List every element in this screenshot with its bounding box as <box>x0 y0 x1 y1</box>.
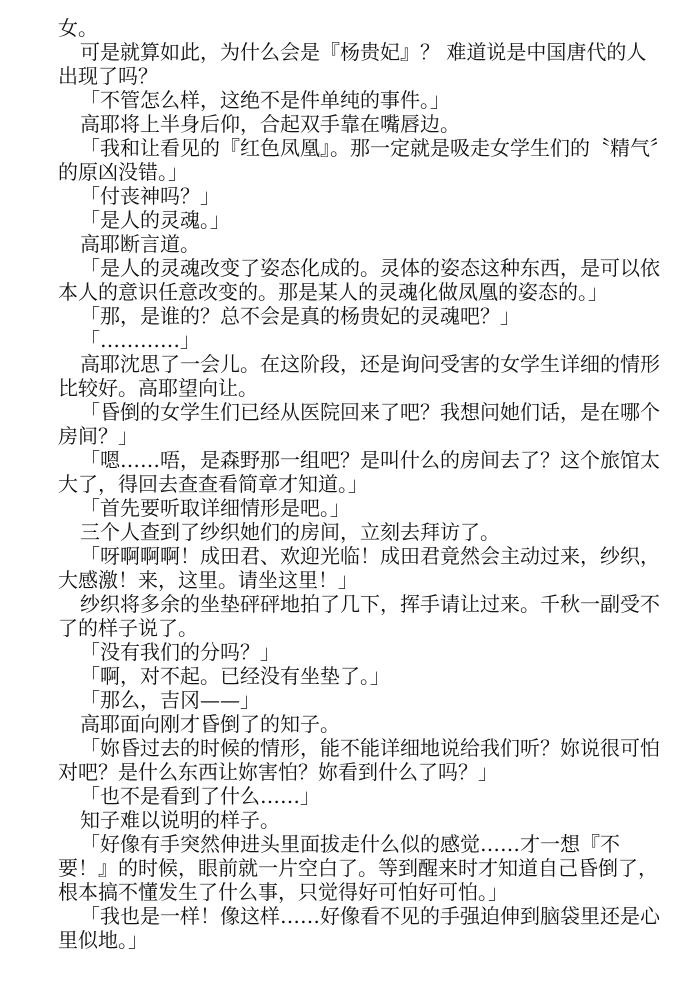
paragraph: 「不管怎么样，这绝不是件单纯的事件。」 <box>80 88 450 112</box>
body-text <box>58 16 660 952</box>
paragraph: 三个人查到了纱织她们的房间，立刻去拜访了。 <box>80 520 500 544</box>
paragraph: 「没有我们的分吗？」 <box>80 640 280 664</box>
paragraph: 高耶沈思了一会儿。在这阶段，还是询问受害的女学生详细的情形比较好。高耶望向让。 <box>58 352 660 400</box>
paragraph: 「呀啊啊啊！成田君、欢迎光临！成田君竟然会主动过来，纱织，大感激！来，这里。请坐这里！」 <box>58 544 660 592</box>
paragraph: 纱织将多余的坐垫砰砰地拍了几下，挥手请让过来。千秋一副受不了的样子说了。 <box>58 592 660 640</box>
paragraph: 「…………」 <box>80 328 200 352</box>
paragraph: 「妳昏过去的时候的情形，能不能详细地说给我们听？妳说很可怕对吧？是什么东西让妳害怕？妳看到什么了吗？」 <box>58 736 660 784</box>
paragraph: 可是就算如此，为什么会是『杨贵妃』？ 难道说是中国唐代的人出现了吗？ <box>58 40 647 88</box>
paragraph: 「那么，吉冈——」 <box>80 688 260 712</box>
paragraph: 「我和让看见的『红色凤凰』。那一定就是吸走女学生们的〝精气〞的原凶没错。」 <box>58 136 660 184</box>
paragraph: 高耶面向刚才昏倒了的知子。 <box>80 712 340 736</box>
paragraph: 「啊，对不起。已经没有坐垫了。」 <box>80 664 390 688</box>
paragraph: 高耶将上半身后仰，合起双手靠在嘴唇边。 <box>80 112 460 136</box>
paragraph: 「首先要听取详细情形是吧。」 <box>80 496 350 520</box>
paragraph: 「是人的灵魂改变了姿态化成的。灵体的姿态这种东西，是可以依本人的意识任意改变的。那是某人的灵魂化做凤凰的姿态的。」 <box>58 256 660 304</box>
paragraph: 高耶断言道。 <box>80 232 200 256</box>
paragraph: 「那，是谁的？总不会是真的杨贵妃的灵魂吧？」 <box>80 304 520 328</box>
paragraph: 「昏倒的女学生们已经从医院回来了吧？我想问她们话，是在哪个房间？」 <box>58 400 660 448</box>
paragraph: 「也不是看到了什么……」 <box>80 784 320 808</box>
paragraph: 「付丧神吗？」 <box>80 184 220 208</box>
paragraph: 「是人的灵魂。」 <box>80 208 230 232</box>
paragraph: 「嗯……唔，是森野那一组吧？是叫什么的房间去了？这个旅馆太大了，得回去查查看简章才知道。」 <box>58 448 660 496</box>
paragraph: 「我也是一样！像这样……好像看不见的手强迫伸到脑袋里还是心里似地。」 <box>58 904 660 952</box>
paragraph: 知子难以说明的样子。 <box>80 808 280 832</box>
paragraph: 女。 <box>58 16 98 40</box>
paragraph: 「好像有手突然伸进头里面拔走什么似的感觉……才一想『不要！』的时候，眼前就一片空白了。等到醒来时才知道自己昏倒了，根本搞不懂发生了什么事，只觉得好可怕好可怕。」 <box>58 832 658 904</box>
